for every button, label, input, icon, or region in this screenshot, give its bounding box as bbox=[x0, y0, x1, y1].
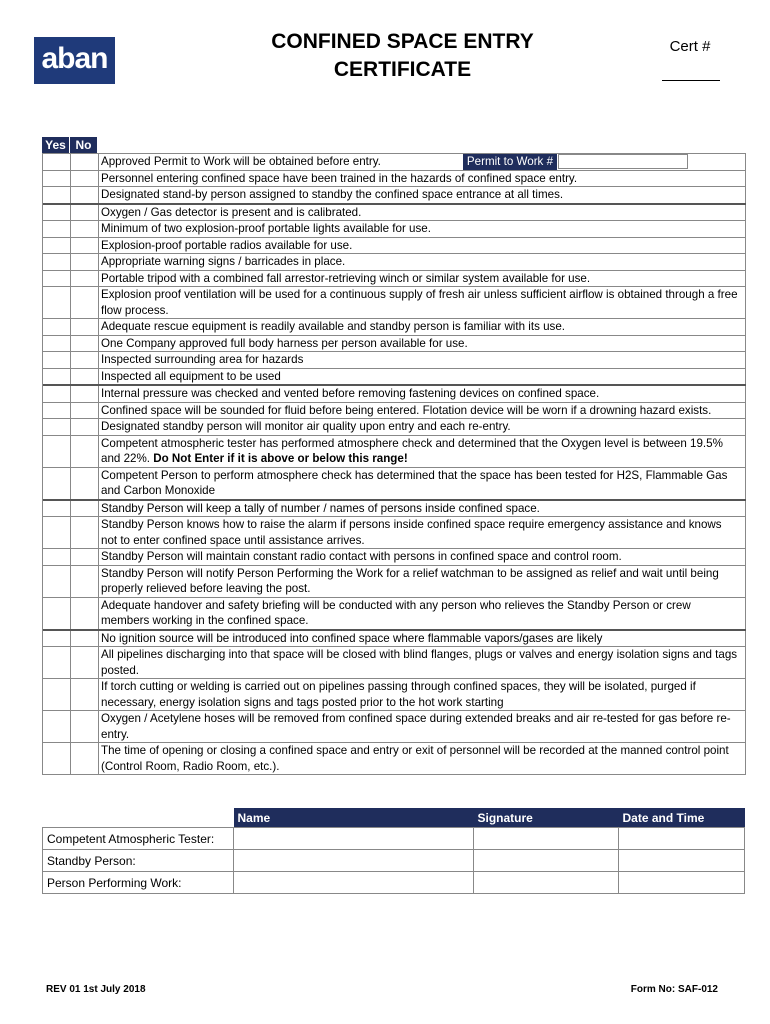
signoff-role: Person Performing Work: bbox=[43, 872, 234, 894]
checklist-row bbox=[43, 221, 746, 238]
no-checkbox[interactable] bbox=[71, 187, 99, 203]
name-field[interactable] bbox=[234, 828, 474, 850]
checklist-row bbox=[43, 517, 746, 549]
checklist-row bbox=[43, 254, 746, 271]
cert-number-field[interactable] bbox=[662, 80, 720, 81]
checklist-row bbox=[43, 419, 746, 436]
checklist-item-text: No ignition source will be introduced into confined space where flammable vapors/gases are likely bbox=[99, 631, 746, 647]
checklist-item-text: Designated standby person will monitor air quality upon entry and each re-entry. bbox=[99, 419, 746, 435]
page-title bbox=[220, 28, 585, 84]
checklist-item-text: The time of opening or closing a confined space and entry or exit of personnel will be recorded at the manned control point (Control Room, Radio Room, etc.). bbox=[99, 743, 746, 774]
checklist-row bbox=[43, 436, 746, 468]
checklist-item-text: Appropriate warning signs / barricades in place. bbox=[99, 254, 746, 270]
yes-checkbox[interactable] bbox=[43, 154, 71, 170]
yes-checkbox[interactable] bbox=[43, 647, 71, 678]
checklist-item-text: Explosion proof ventilation will be used for a continuous supply of fresh air unless sufficient airflow is obtained through a free flow process. bbox=[99, 287, 746, 318]
company-logo: aban bbox=[34, 37, 115, 81]
yes-checkbox[interactable] bbox=[43, 319, 71, 335]
signoff-row bbox=[43, 828, 745, 850]
no-checkbox[interactable] bbox=[71, 319, 99, 335]
checklist-item-text: Adequate handover and safety briefing will be conducted with any person who relieves the Standby Person or crew members working in the confined space. bbox=[99, 598, 746, 629]
yes-checkbox[interactable] bbox=[43, 566, 71, 597]
warning-text: Do Not Enter if it is above or below this range! bbox=[153, 452, 408, 465]
checklist-item-text: Standby Person will keep a tally of number / names of persons inside confined space. bbox=[99, 501, 746, 517]
no-checkbox[interactable] bbox=[71, 566, 99, 597]
signoff-blank-header bbox=[43, 808, 234, 828]
checklist-row bbox=[43, 711, 746, 743]
yes-checkbox[interactable] bbox=[43, 336, 71, 352]
form-number-footer: Form No: SAF-012 bbox=[630, 984, 718, 995]
checklist-row bbox=[43, 187, 746, 205]
no-checkbox[interactable] bbox=[71, 352, 99, 368]
title-line-2: CERTIFICATE bbox=[333, 58, 472, 81]
yes-checkbox[interactable] bbox=[43, 386, 71, 402]
checklist-item-text: Portable tripod with a combined fall arrestor-retrieving winch or similar system available for use. bbox=[99, 271, 746, 287]
no-checkbox[interactable] bbox=[71, 271, 99, 287]
no-checkbox[interactable] bbox=[71, 598, 99, 629]
no-checkbox[interactable] bbox=[71, 419, 99, 435]
no-checkbox[interactable] bbox=[71, 254, 99, 270]
no-checkbox[interactable] bbox=[71, 369, 99, 385]
checklist-row bbox=[43, 501, 746, 518]
no-checkbox[interactable] bbox=[71, 287, 99, 318]
no-checkbox[interactable] bbox=[71, 238, 99, 254]
checklist-row bbox=[43, 352, 746, 369]
no-checkbox[interactable] bbox=[71, 205, 99, 221]
checklist-row bbox=[43, 369, 746, 387]
yes-checkbox[interactable] bbox=[43, 221, 71, 237]
checklist-row bbox=[43, 171, 746, 188]
yes-checkbox[interactable] bbox=[43, 205, 71, 221]
checklist-item-text: Confined space will be sounded for fluid before being entered. Flotation device will be worn if a drowning hazard exists. bbox=[99, 403, 746, 419]
checklist-item-text: Standby Person will maintain constant radio contact with persons in confined space and control room. bbox=[99, 549, 746, 565]
checklist-item-text: Inspected surrounding area for hazards bbox=[99, 352, 746, 368]
signoff-row bbox=[43, 872, 745, 894]
checklist-item-text: Standby Person will notify Person Performing the Work for a relief watchman to be assigned as relief and wait until being properly relieved before leaving the post. bbox=[99, 566, 746, 597]
yes-checkbox[interactable] bbox=[43, 171, 71, 187]
no-checkbox[interactable] bbox=[71, 386, 99, 402]
checklist-item-text: Competent atmospheric tester has performed atmosphere check and determined that the Oxygen level is between 19.5% and 22%. bbox=[101, 436, 723, 465]
checklist-item-text: One Company approved full body harness per person available for use. bbox=[99, 336, 746, 352]
no-column-header: No bbox=[70, 137, 97, 153]
checklist-item-text: Internal pressure was checked and vented before removing fastening devices on confined space. bbox=[99, 386, 746, 402]
checklist-row bbox=[43, 319, 746, 336]
signoff-row bbox=[43, 850, 745, 872]
date-time-field[interactable] bbox=[619, 850, 745, 872]
yes-checkbox[interactable] bbox=[43, 436, 71, 467]
checklist-row bbox=[43, 271, 746, 288]
yes-checkbox[interactable] bbox=[43, 352, 71, 368]
signature-field[interactable] bbox=[474, 872, 619, 894]
yes-checkbox[interactable] bbox=[43, 271, 71, 287]
yes-checkbox[interactable] bbox=[43, 679, 71, 710]
cert-number-label: Cert # bbox=[669, 38, 711, 55]
logo-underline bbox=[34, 81, 115, 84]
checklist-row bbox=[43, 566, 746, 598]
signature-column-header: Signature bbox=[474, 808, 619, 828]
yes-checkbox[interactable] bbox=[43, 419, 71, 435]
permit-number-field[interactable] bbox=[558, 154, 688, 169]
checklist-row bbox=[43, 205, 746, 222]
yes-checkbox[interactable] bbox=[43, 287, 71, 318]
no-checkbox[interactable] bbox=[71, 336, 99, 352]
yes-checkbox[interactable] bbox=[43, 187, 71, 203]
checklist-item-text: Oxygen / Gas detector is present and is calibrated. bbox=[99, 205, 746, 221]
checklist-item-text: Approved Permit to Work will be obtained before entry. bbox=[101, 155, 381, 168]
no-checkbox[interactable] bbox=[71, 679, 99, 710]
name-field[interactable] bbox=[234, 850, 474, 872]
checklist-item-text: Competent Person to perform atmosphere check has determined that the space has been tested for H2S, Flammable Gas and Carbon Monoxide bbox=[99, 468, 746, 499]
checklist-item-text: Personnel entering confined space have been trained in the hazards of confined space entry. bbox=[99, 171, 746, 187]
checklist-row bbox=[43, 336, 746, 353]
no-checkbox[interactable] bbox=[71, 154, 99, 170]
signature-field[interactable] bbox=[474, 850, 619, 872]
name-field[interactable] bbox=[234, 872, 474, 894]
checklist-row bbox=[43, 154, 746, 171]
checklist-item-text: If torch cutting or welding is carried out on pipelines passing through confined spaces, they will be isolated, purged if necessary, energy isolation signs and tags posted prior to the hot work starting bbox=[99, 679, 746, 710]
yes-checkbox[interactable] bbox=[43, 549, 71, 565]
checklist-item-text: Standby Person knows how to raise the alarm if persons inside confined space require emergency assistance and knows not to enter confined space until assistance arrives. bbox=[99, 517, 746, 548]
checklist-row bbox=[43, 631, 746, 648]
no-checkbox[interactable] bbox=[71, 743, 99, 774]
no-checkbox[interactable] bbox=[71, 171, 99, 187]
checklist-row bbox=[43, 238, 746, 255]
title-line-1: CONFINED SPACE ENTRY bbox=[271, 30, 534, 53]
yes-checkbox[interactable] bbox=[43, 631, 71, 647]
yes-checkbox[interactable] bbox=[43, 468, 71, 499]
signature-field[interactable] bbox=[474, 828, 619, 850]
yes-checkbox[interactable] bbox=[43, 711, 71, 742]
signoff-role: Standby Person: bbox=[43, 850, 234, 872]
no-checkbox[interactable] bbox=[71, 436, 99, 467]
checklist-row bbox=[43, 743, 746, 775]
permit-to-work-label: Permit to Work # bbox=[463, 154, 557, 170]
checklist-row bbox=[43, 647, 746, 679]
checklist-item-text: All pipelines discharging into that space will be closed with blind flanges, plugs or valves and energy isolation signs and tags posted. bbox=[99, 647, 746, 678]
no-checkbox[interactable] bbox=[71, 501, 99, 517]
checklist-row bbox=[43, 598, 746, 631]
no-checkbox[interactable] bbox=[71, 517, 99, 548]
yes-column-header: Yes bbox=[42, 137, 69, 153]
checklist bbox=[42, 153, 746, 775]
yes-checkbox[interactable] bbox=[43, 238, 71, 254]
no-checkbox[interactable] bbox=[71, 468, 99, 499]
yes-checkbox[interactable] bbox=[43, 403, 71, 419]
revision-footer: REV 01 1st July 2018 bbox=[46, 984, 146, 995]
no-checkbox[interactable] bbox=[71, 549, 99, 565]
date-time-field[interactable] bbox=[619, 828, 745, 850]
signoff-table bbox=[42, 808, 745, 894]
yes-checkbox[interactable] bbox=[43, 743, 71, 774]
checklist-item-text: Adequate rescue equipment is readily available and standby person is familiar with its use. bbox=[99, 319, 746, 335]
checklist-row bbox=[43, 403, 746, 420]
no-checkbox[interactable] bbox=[71, 631, 99, 647]
checklist-row bbox=[43, 549, 746, 566]
no-checkbox[interactable] bbox=[71, 711, 99, 742]
yes-checkbox[interactable] bbox=[43, 517, 71, 548]
checklist-item-text: Inspected all equipment to be used bbox=[99, 369, 746, 385]
yes-checkbox[interactable] bbox=[43, 254, 71, 270]
yes-checkbox[interactable] bbox=[43, 369, 71, 385]
checklist-row bbox=[43, 679, 746, 711]
signoff-role: Competent Atmospheric Tester: bbox=[43, 828, 234, 850]
checklist-item-text: Designated stand-by person assigned to standby the confined space entrance at all times. bbox=[99, 187, 746, 203]
date-time-column-header: Date and Time bbox=[619, 808, 745, 828]
no-checkbox[interactable] bbox=[71, 647, 99, 678]
checklist-item-text: Oxygen / Acetylene hoses will be removed from confined space during extended breaks and air re-tested for gas before re-entry. bbox=[99, 711, 746, 742]
yes-checkbox[interactable] bbox=[43, 501, 71, 517]
no-checkbox[interactable] bbox=[71, 221, 99, 237]
checklist-item-text: Minimum of two explosion-proof portable lights available for use. bbox=[99, 221, 746, 237]
checklist-row bbox=[43, 386, 746, 403]
checklist-row bbox=[43, 287, 746, 319]
yes-checkbox[interactable] bbox=[43, 598, 71, 629]
checklist-item-text: Explosion-proof portable radios available for use. bbox=[99, 238, 746, 254]
name-column-header: Name bbox=[234, 808, 474, 828]
date-time-field[interactable] bbox=[619, 872, 745, 894]
checklist-row bbox=[43, 468, 746, 501]
no-checkbox[interactable] bbox=[71, 403, 99, 419]
